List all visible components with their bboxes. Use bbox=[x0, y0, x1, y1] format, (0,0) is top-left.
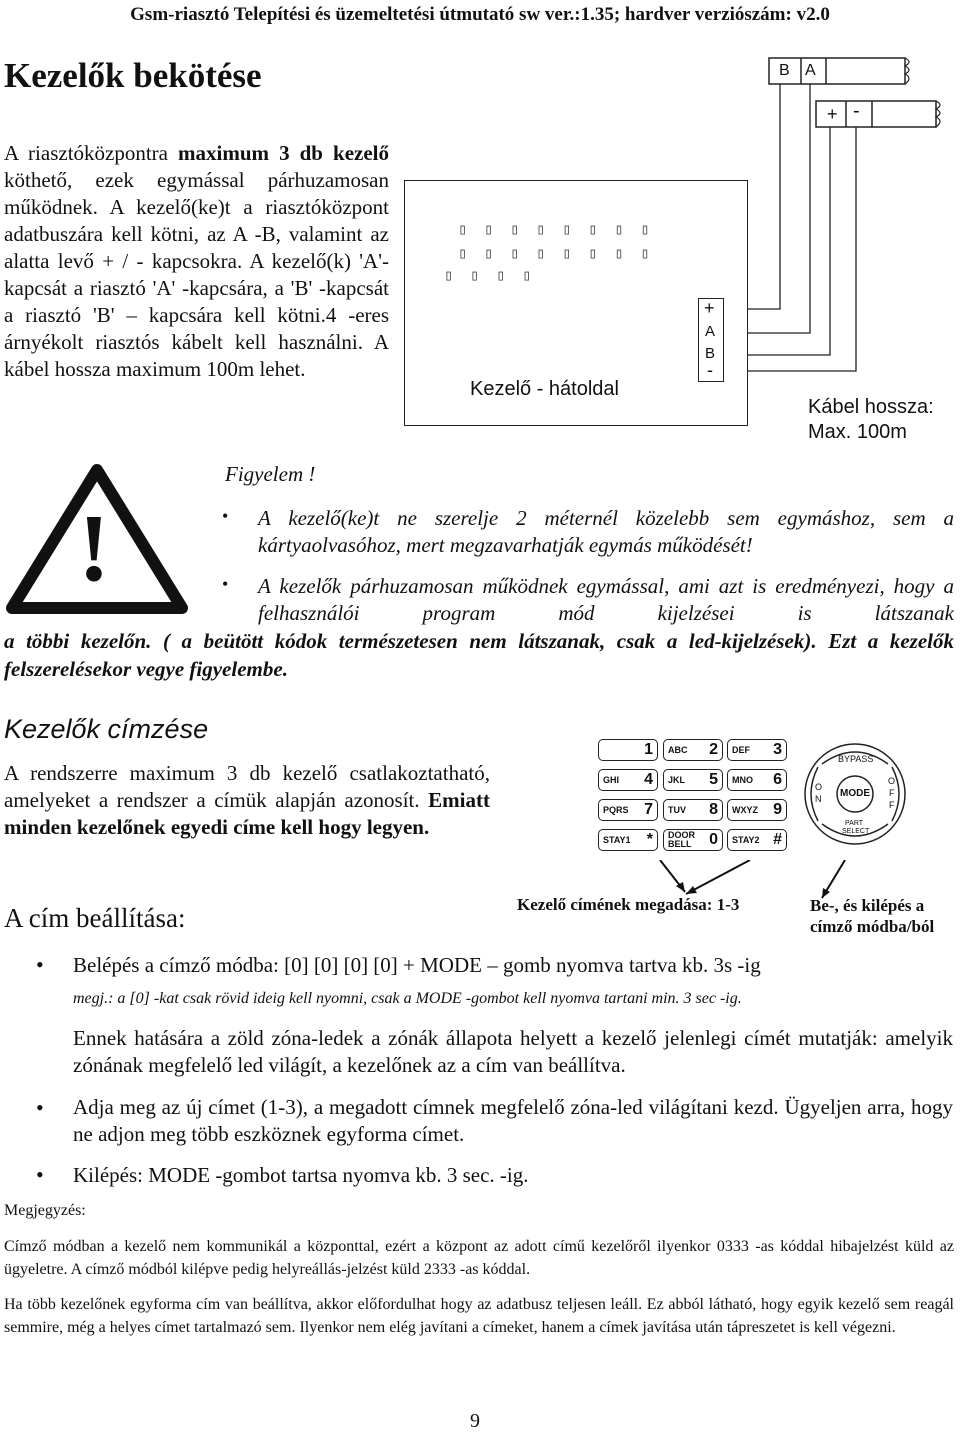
key-star-letters: STAY1 bbox=[603, 835, 631, 845]
mode-wheel-on-o: O bbox=[815, 782, 823, 792]
terminal-label-minus: - bbox=[853, 100, 860, 122]
mode-wheel-select: SELECT bbox=[842, 828, 870, 835]
keypad-back-label: Kezelő - hátoldal bbox=[470, 378, 619, 400]
mode-wheel-part: PART bbox=[845, 820, 864, 827]
keypad-key-3 bbox=[727, 739, 787, 761]
step-set-address: Adja meg az új címet (1-3), a megadott címnek megfelelő zóna-led világítani kezd. Ügyeljen arra, hogy ne adjon meg több eszköznek egyforma címet. bbox=[73, 1095, 953, 1146]
section-title-keypad-wiring: Kezelők bekötése bbox=[4, 56, 262, 95]
keypad-caption-address: Kezelő címének megadása: 1-3 bbox=[517, 895, 740, 914]
intro-text-b: köthető, ezek egymással párhuzamosan működnek. A kezelő(ke)t a riasztóközpont adatbuszára kell kötni, az A -B, valamint az alatta levő + / - kapcsokra. A kezelő(k) 'A'- kapcsát a riasztó 'A' -kapcsára, a 'B' -kapcsát a riasztó 'B' – kapcsára kell kötni.4 -eres árnyékolt riasztós kábelt kell használni. A kábel hossza maximum 100m lehet. bbox=[4, 168, 389, 381]
warning-title: Figyelem ! bbox=[225, 462, 316, 486]
key-hash-letters: STAY2 bbox=[732, 835, 760, 845]
mode-wheel-off-f1: F bbox=[889, 788, 895, 798]
bullet-1: • bbox=[36, 952, 44, 977]
key-7-digit: 7 bbox=[644, 801, 653, 818]
keypad-back-glyphs-row2: ▯ ▯ ▯ ▯ ▯ ▯ ▯ ▯ bbox=[458, 244, 654, 262]
note-paragraph-2: Ha több kezelőnek egyforma cím van beállítva, akkor előfordulhat hogy az adatbusz teljesen leáll. Ez abból látható, hogy egyik kezelő sem reagál semmire, még a helyes címet tartalmazó sem. Ilyenkor nem elég javítani a címeket, hanem a címek javítása után tápreszetet is kell végezni. bbox=[4, 1296, 954, 1336]
warning-item-1: A kezelő(ke)t ne szerelje 2 méternél közelebb sem egymáshoz, sem a kártyaolvasóhoz, mert megzavarhatják egymás működését! bbox=[258, 506, 954, 557]
key-9-letters: WXYZ bbox=[732, 805, 758, 815]
cable-length-line2: Max. 100m bbox=[808, 421, 907, 443]
page-number: 9 bbox=[470, 1410, 480, 1432]
keypad-key-2 bbox=[663, 739, 723, 761]
addressing-text-bold: Emiatt minden kezelőnek egyedi címe kell hogy legyen. bbox=[4, 788, 490, 839]
warning-item-2-continued bbox=[4, 627, 954, 683]
key-5-letters: JKL bbox=[668, 775, 686, 785]
step-enter-note: megj.: a [0] -kat csak rövid ideig kell nyomni, csak a MODE -gombot kell nyomva tartani min. 3 sec -ig. bbox=[73, 990, 742, 1007]
warning-item-2-cont-b: ( a beütött kódok természetesen nem látszanak, csak a led-kijelzések). Ezt a kezelők felszerelésekor vegye figyelembe. bbox=[4, 629, 955, 681]
keypad-key-4 bbox=[598, 769, 658, 791]
key-4-digit: 4 bbox=[644, 771, 653, 788]
keypad-terminal-plus: + bbox=[704, 298, 715, 318]
step-enter-explanation: Ennek hatására a zöld zóna-ledek a zónák állapota helyett a kezelő jelenlegi címét mutatják: amelyik zónának megfelelő led világít, a kezelőnek az a cím van beállítva. bbox=[73, 1026, 953, 1077]
key-5-digit: 5 bbox=[709, 771, 718, 788]
keypad-key-6 bbox=[727, 769, 787, 791]
step-exit-address-mode: Kilépés: MODE -gombot tartsa nyomva kb. 3 sec. -ig. bbox=[73, 1163, 529, 1187]
keypad-key-star bbox=[598, 829, 658, 851]
key-3-letters: DEF bbox=[732, 745, 750, 755]
warning-bullet-1: • bbox=[222, 506, 229, 526]
mode-wheel-off-o: O bbox=[888, 776, 896, 786]
section-title-addressing: Kezelők címzése bbox=[4, 714, 209, 744]
keypad-key-1 bbox=[598, 739, 658, 761]
cable-length-line1: Kábel hossza: bbox=[808, 396, 934, 418]
warning-item-2-cont-a: a többi kezelőn. bbox=[4, 629, 152, 653]
keypad-key-8 bbox=[663, 799, 723, 821]
keypad-back-glyphs-row3: ▯ ▯ ▯ ▯ bbox=[444, 266, 536, 284]
key-6-digit: 6 bbox=[773, 771, 782, 788]
addressing-text-a: A rendszerre maximum 3 db kezelő csatlakoztatható, amelyeket a rendszer a címük alapján azonosít. bbox=[4, 761, 490, 812]
keypad-key-7 bbox=[598, 799, 658, 821]
intro-text-bold: maximum 3 db kezelő bbox=[178, 141, 390, 165]
keypad-caption-mode bbox=[810, 895, 934, 937]
key-hash-symbol: # bbox=[773, 831, 782, 848]
page-header: Gsm-riasztó Telepítési és üzemeltetési útmutató sw ver.:1.35; hardver verziószám: v2.0 bbox=[130, 4, 830, 25]
terminal-label-a: A bbox=[805, 62, 816, 79]
terminal-label-plus: + bbox=[827, 104, 838, 124]
key-1-digit: 1 bbox=[644, 741, 653, 758]
warning-exclamation-icon: ! bbox=[78, 494, 110, 601]
key-9-digit: 9 bbox=[773, 801, 782, 818]
note-paragraph-1: Címző módban a kezelő nem kommunikál a központtal, ezért a központ az adott című kezelőről ilyenkor 0333 -as kóddal hibajelzést küld az ügyeletre. A címző módból kilépve pedig helyreállás-jelzést küld 2333 -as kóddal. bbox=[4, 1238, 954, 1278]
key-8-digit: 8 bbox=[709, 801, 718, 818]
cable-length-label bbox=[808, 395, 934, 445]
keypad-caption-mode-line2: címző módba/ból bbox=[810, 917, 935, 936]
step-enter-address-mode: Belépés a címző módba: [0] [0] [0] [0] + MODE – gomb nyomva tartva kb. 3s -ig bbox=[73, 953, 761, 977]
key-6-letters: MNO bbox=[732, 775, 753, 785]
mode-wheel-bypass: BYPASS bbox=[838, 754, 874, 764]
warning-bullet-2: • bbox=[222, 574, 229, 594]
key-7-letters: PQRS bbox=[603, 805, 629, 815]
mode-wheel-off-f2: F bbox=[889, 800, 895, 810]
key-2-letters: ABC bbox=[668, 745, 688, 755]
terminal-label-b: B bbox=[779, 62, 790, 79]
key-0-digit: 0 bbox=[709, 831, 718, 848]
keypad-key-hash bbox=[727, 829, 787, 851]
intro-text-a: A riasztóközpontra bbox=[4, 141, 179, 165]
keypad-terminal-a: A bbox=[705, 323, 716, 340]
keypad-terminal-b: B bbox=[705, 345, 716, 362]
key-star-symbol: * bbox=[646, 831, 653, 848]
key-0-letters: DOOR BELL bbox=[668, 830, 695, 849]
bullet-3: • bbox=[36, 1162, 44, 1187]
key-2-digit: 2 bbox=[709, 741, 718, 758]
keypad-caption-mode-line1: Be-, és kilépés a bbox=[810, 896, 925, 915]
notes-label: Megjegyzés: bbox=[4, 1202, 86, 1219]
key-8-letters: TUV bbox=[668, 805, 686, 815]
mode-wheel-mode: MODE bbox=[840, 788, 870, 799]
keypad-key-9 bbox=[727, 799, 787, 821]
bullet-2: • bbox=[36, 1095, 44, 1120]
keypad-back-glyphs-row1: ▯ ▯ ▯ ▯ ▯ ▯ ▯ ▯ bbox=[458, 220, 654, 238]
key-3-digit: 3 bbox=[773, 741, 782, 758]
warning-item-2: A kezelők párhuzamosan működnek egymással, ami azt is eredményezi, hogy a felhasználói program mód kijelzései is látszanak bbox=[258, 574, 954, 625]
keypad-key-5 bbox=[663, 769, 723, 791]
section-title-address-setting: A cím beállítása: bbox=[4, 903, 186, 933]
addressing-text bbox=[4, 760, 490, 841]
key-4-letters: GHI bbox=[603, 775, 620, 785]
keypad-key-0 bbox=[663, 829, 723, 851]
keypad-terminal-minus: - bbox=[707, 360, 713, 380]
mode-wheel-on-n: N bbox=[815, 794, 822, 804]
